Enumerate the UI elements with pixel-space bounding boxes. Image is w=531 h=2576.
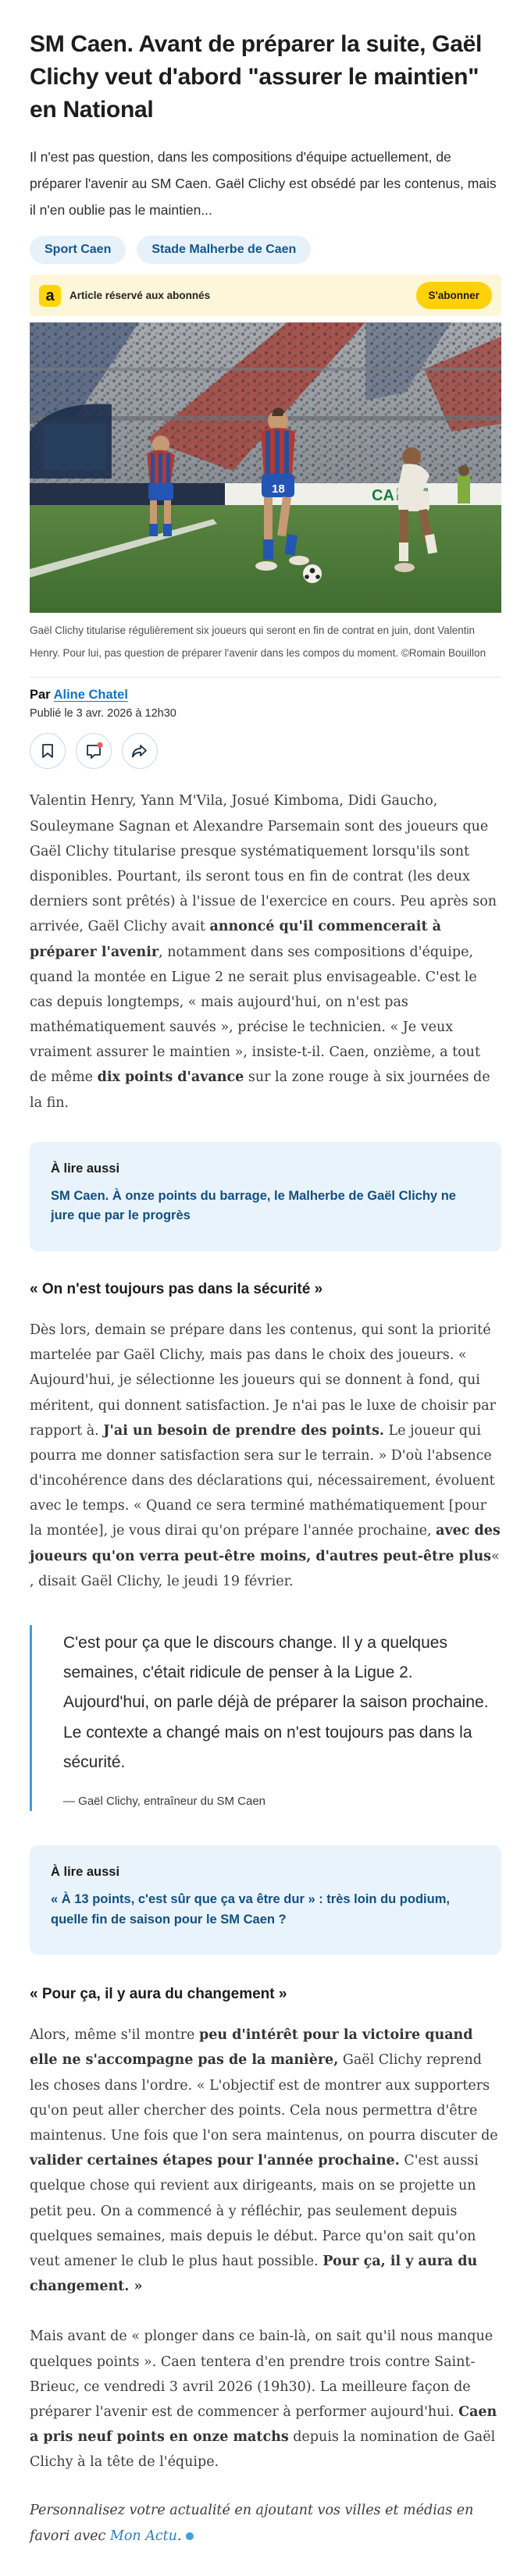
share-icon bbox=[130, 742, 149, 760]
personalize-text: Personnalisez votre actualité en ajoutant vos villes et médias en favori avec Mon Actu. bbox=[30, 2503, 474, 2544]
byline bbox=[30, 688, 501, 720]
hero-image bbox=[30, 322, 501, 613]
personalize-note bbox=[30, 2498, 501, 2548]
actu-logo: a bbox=[39, 285, 61, 307]
comments-button[interactable] bbox=[76, 733, 112, 769]
tag-stade-malherbe[interactable]: Stade Malherbe de Caen bbox=[137, 236, 311, 264]
svg-text:CA: CA bbox=[372, 487, 394, 505]
publish-date: Publié le 3 avr. 2026 à 12h30 bbox=[30, 707, 176, 720]
readmore-link-1[interactable]: SM Caen. À onze points du barrage, le Malherbe de Gaël Clichy ne jure que par le progrès bbox=[51, 1188, 456, 1223]
subscribe-button[interactable]: S'abonner bbox=[416, 282, 492, 309]
readmore-box-1 bbox=[30, 1142, 501, 1251]
author-link[interactable]: Aline Chatel bbox=[53, 688, 128, 703]
paragraph-3: Alors, même s'il montre peu d'intérêt pour la victoire quand elle ne s'accompagne pas de la manière, Gaël Clichy reprend les choses dans l'ordre. « L'objectif est de montrer aux supporters qu'on peut aller chercher des points. Cela nous permettra d'être maintenus. Une fois que l'on sera maintenus, on pourra discuter de valider certaines étapes pour l'année prochaine. C'est aussi quelque chose qui revient aux dirigeants, mais on se projette un petit peu. On a commencé à y réfléchir, pas seulement depuis quelques semaines, mais depuis le début. Parce qu'on sait qu'on veut amener le club le plus haut possible. Pour ça, il y aura du changement. » bbox=[30, 2027, 498, 2295]
action-bar bbox=[30, 733, 501, 769]
comment-icon bbox=[84, 742, 103, 760]
section-heading-2: « Pour ça, il y aura du changement » bbox=[30, 1986, 287, 2003]
inline-link[interactable]: Mon Actu bbox=[109, 2528, 177, 2544]
paragraph-2: Dès lors, demain se prépare dans les contenus, qui sont la priorité martelée par Gaël Clichy, mais pas dans le choix des joueurs. « Aujourd'hui, je sélectionne les joueurs qui se donnent à fond, qui méritent, qui donnent satisfaction. Je n'ai pas le luxe de choisir par rapport à. J'ai un besoin de prendre des points. Le joueur qui pourra me donner satisfaction sera sur le terrain. » D'où l'absence d'incohérence dans des déclarations qui, nécessairement, évoluent avec le temps. « Quand ce sera terminé mathématiquement [pour la montée], je vous dirai qu'on prépare l'année prochaine, avec des joueurs qu'on verra peut-être moins, d'autres peut-être plus« , disait Gaël Clichy, le jeudi 19 février. bbox=[30, 1322, 501, 1589]
paragraph-4: Mais avant de « plonger dans ce bain-là, on sait qu'il nous manque quelques points ». Caen tentera d'en prendre trois contre Saint-Brieuc, ce vendredi 3 avril 2026 (19h30). La meilleure façon de préparer l'avenir est de commencer à performer aujourd'hui. Caen a pris neuf points en onze matchs depuis la nomination de Gaël Clichy à la tête de l'équipe. bbox=[30, 2329, 497, 2471]
share-button[interactable] bbox=[122, 733, 158, 769]
readmore-label: À lire aussi bbox=[51, 1865, 120, 1880]
readmore-box-2 bbox=[30, 1845, 501, 1955]
end-dot-icon bbox=[186, 2532, 194, 2540]
premium-banner bbox=[30, 275, 501, 316]
match-photo bbox=[30, 322, 501, 613]
byline-line bbox=[30, 688, 501, 703]
article-lede: Il n'est pas question, dans les compositions d'équipe actuellement, de préparer l'avenir au SM Caen. Gaël Clichy est obsédé par les contenus, mais il n'en oublie pas le maintien... bbox=[30, 149, 497, 219]
pull-quote bbox=[30, 1625, 501, 1811]
tag-list bbox=[30, 236, 501, 264]
readmore-label: À lire aussi bbox=[51, 1161, 120, 1176]
quote-text: C'est pour ça que le discours change. Il y a quelques semaines, c'était ridicule de penser à la Ligue 2. Aujourd'hui, on parle déjà de préparer la saison prochaine. Le contexte a changé mais on n'est toujours pas dans la sécurité. bbox=[63, 1634, 489, 1771]
tag-sport-caen[interactable]: Sport Caen bbox=[30, 236, 126, 264]
image-caption: Gaël Clichy titularise régulièrement six joueurs qui seront en fin de contrat en juin, dont Valentin Henry. Pour lui, pas question de préparer l'avenir dans les compos du moment. ©Romain Bouillon bbox=[30, 624, 486, 660]
premium-label: Article réservé aux abonnés bbox=[69, 290, 211, 302]
divider bbox=[30, 677, 501, 678]
page-title: SM Caen. Avant de préparer la suite, Gaël Clichy veut d'abord "assurer le maintien" en National bbox=[30, 31, 483, 123]
section-heading-1: « On n'est toujours pas dans la sécurité » bbox=[30, 1280, 323, 1297]
paragraph-1: Valentin Henry, Yann M'Vila, Josué Kimboma, Didi Gaucho, Souleymane Sagnan et Alexandre Parsemain sont des joueurs que Gaël Clichy titularise presque systématiquement lorsqu'ils sont disponibles. Pourtant, ils seront tous en fin de contrat (les deux derniers sont prêtés) à l'issue de l'exercice en cours. Peu après son arrivée, Gaël Clichy avait annoncé qu'il commencerait à préparer l'avenir, notamment dans ses compositions d'équipe, quand la montée en Ligue 2 ne serait plus envisageable. C'est le cas depuis longtemps, « mais aujourd'hui, on n'est pas mathématiquement sauvés », précise le technicien. « Je veux vraiment assurer le maintien », insiste-t-il. Caen, onzième, a tout de même dix points d'avance sur la zone rouge à six journées de la fin. bbox=[30, 793, 497, 1111]
byline-prefix: Par bbox=[30, 688, 54, 703]
svg-text:18: 18 bbox=[272, 482, 285, 496]
readmore-link-2[interactable]: « À 13 points, c'est sûr que ça va être dur » : très loin du podium, quelle fin de saison pour le SM Caen ? bbox=[51, 1892, 450, 1927]
quote-attribution: — Gaël Clichy, entraîneur du SM Caen bbox=[63, 1795, 266, 1809]
bookmark-button[interactable] bbox=[30, 733, 66, 769]
bookmark-icon bbox=[39, 742, 56, 760]
